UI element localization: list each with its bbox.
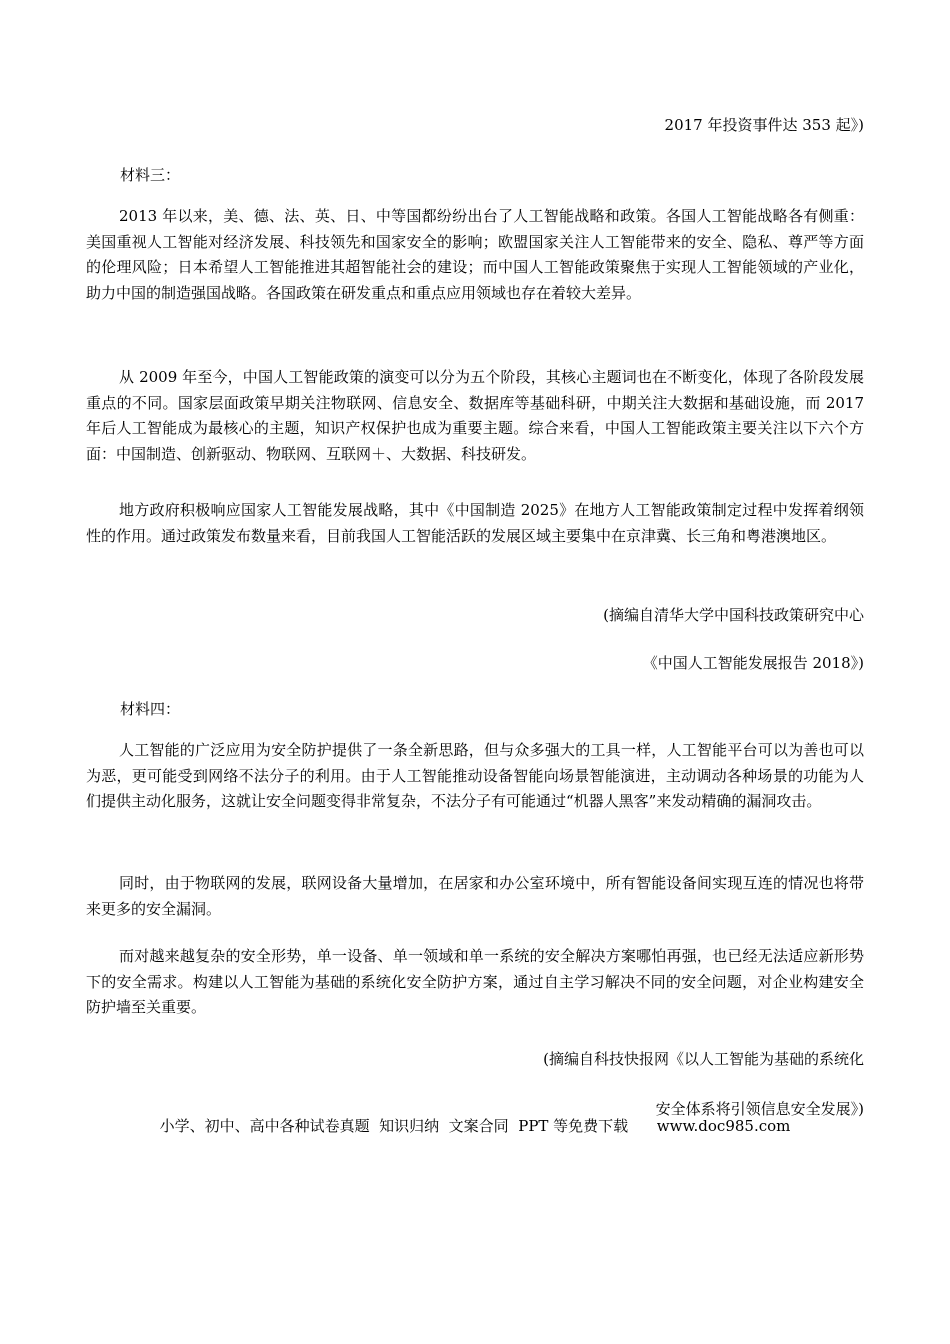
previous-citation-tail: 2017 年投资事件达 353 起》) bbox=[664, 116, 864, 134]
material3-source-line-1: (摘编自清华大学中国科技政策研究中心 bbox=[603, 606, 864, 624]
material4-source-line-2: 安全体系将引领信息安全发展》) bbox=[655, 1100, 864, 1118]
download-footer: 小学、初中、高中各种试卷真题 知识归纳 文案合同 PPT 等免费下载 www.doc985.com bbox=[159, 1117, 791, 1135]
material4-source-line-1: (摘编自科技快报网《以人工智能为基础的系统化 bbox=[543, 1050, 864, 1068]
material3-heading: 材料三： bbox=[120, 166, 181, 184]
material4-paragraph-1: 人工智能的广泛应用为安全防护提供了一条全新思路，但与众多强大的工具一样，人工智能平台可以为善也可以为恶，更可能受到网络不法分子的利用。由于人工智能推动设备智能向场景智能演进，主动调动各种场景的功能为人们提供主动化服务，这就让安全问题变得非常复杂，不法分子有可能通过“机器人黑客”来发动精确的漏洞攻击。 bbox=[86, 741, 864, 810]
material3-paragraph-3: 地方政府积极响应国家人工智能发展战略，其中《中国制造 2025》在地方人工智能政策制定过程中发挥着纲领性的作用。通过政策发布数量来看，目前我国人工智能活跃的发展区域主要集中在京津冀、长三角和粤港澳地区。 bbox=[86, 501, 864, 545]
material3-paragraph-1: 2013 年以来，美、德、法、英、日、中等国都纷纷出台了人工智能战略和政策。各国人工智能战略各有侧重：美国重视人工智能对经济发展、科技领先和国家安全的影响；欧盟国家关注人工智能带来的安全、隐私、尊严等方面的伦理风险；日本希望人工智能推进其超智能社会的建设；而中国人工智能政策聚焦于实现人工智能领域的产业化，助力中国的制造强国战略。各国政策在研发重点和重点应用领域也存在着较大差异。 bbox=[86, 207, 864, 302]
material3-source-line-2: 《中国人工智能发展报告 2018》) bbox=[642, 654, 864, 672]
material4-paragraph-2: 同时，由于物联网的发展，联网设备大量增加，在居家和办公室环境中，所有智能设备间实现互连的情况也将带来更多的安全漏洞。 bbox=[86, 874, 864, 918]
material3-paragraph-2: 从 2009 年至今，中国人工智能政策的演变可以分为五个阶段，其核心主题词也在不断变化，体现了各阶段发展重点的不同。国家层面政策早期关注物联网、信息安全、数据库等基础科研，中期关注大数据和基础设施，而 2017 年后人工智能成为最核心的主题，知识产权保护也成为重要主题。综合来看，中国人工智能政策主要关注以下六个方面：中国制造、创新驱动、物联网、互联网＋、大数据、科技研发。 bbox=[86, 368, 864, 463]
material4-paragraph-3: 而对越来越复杂的安全形势，单一设备、单一领域和单一系统的安全解决方案哪怕再强，也已经无法适应新形势下的安全需求。构建以人工智能为基础的系统化安全防护方案，通过自主学习解决不同的安全问题，对企业构建安全防护墙至关重要。 bbox=[86, 947, 864, 1016]
material4-heading: 材料四： bbox=[120, 700, 181, 718]
